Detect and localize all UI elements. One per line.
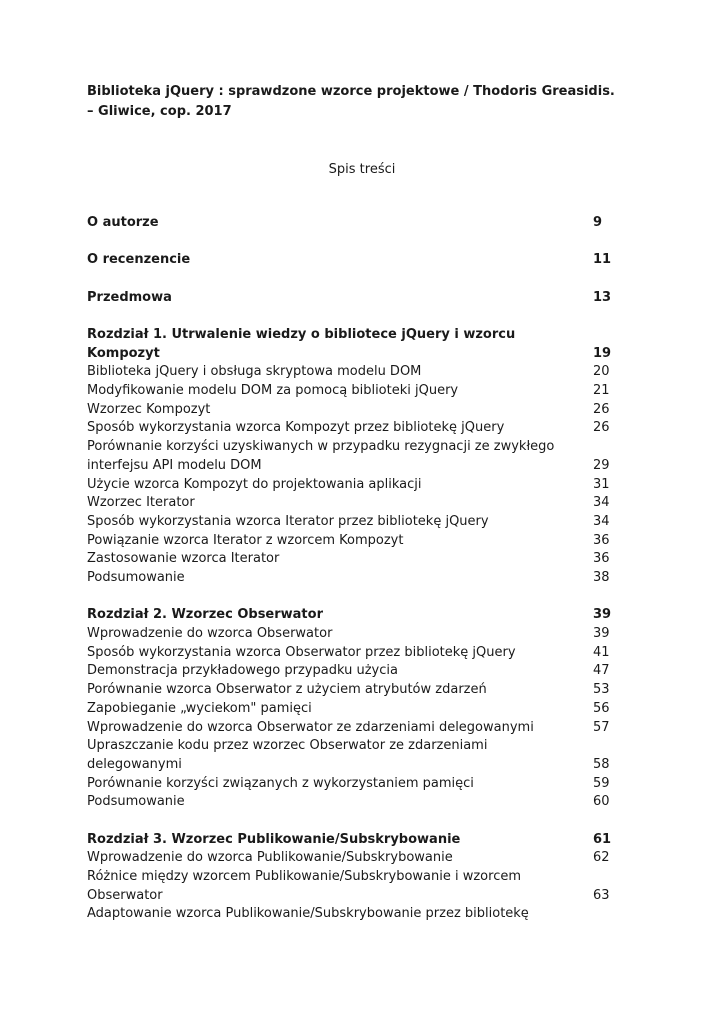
header-line-1: Biblioteka jQuery : sprawdzone wzorce projektowe / Thodoris Greasidis. [87,84,615,99]
toc-entry-title: Wzorzec Kompozyt [87,401,211,417]
toc-entry-row [87,681,623,700]
toc-entry-row [87,494,623,513]
toc-entry-title: Przedmowa [87,289,172,305]
toc-entry-row [87,719,623,738]
section-gap [87,307,623,326]
toc-page-number: 29 [593,457,610,473]
section-gap [87,233,623,252]
toc-page-number: 39 [593,626,610,642]
toc-entry-title: Wzorzec Iterator [87,495,195,511]
table-of-contents [87,214,623,924]
toc-page-number: 60 [593,794,610,810]
toc-entry-title: O recenzencie [87,252,191,268]
toc-entry-row [87,438,623,475]
toc-page-number: 26 [593,420,610,436]
toc-entry-title: Rozdział 2. Wzorzec Obserwator [87,607,323,623]
toc-chapter-row [87,214,623,233]
toc-entry-title: Porównanie korzyści uzyskiwanych w przypadku rezygnacji ze zwykłego interfejsu API modelu DOM [87,439,555,473]
toc-entry-title: Sposób wykorzystania wzorca Kompozyt przez bibliotekę jQuery [87,420,505,436]
toc-page-number: 20 [593,364,610,380]
toc-page-number: 47 [593,663,610,679]
toc-chapter-row [87,326,623,363]
toc-entry-title: Różnice między wzorcem Publikowanie/Subskrybowanie i wzorcem Obserwator [87,869,522,903]
toc-entry-row [87,382,623,401]
toc-chapter-row [87,289,623,308]
toc-entry-title: Wprowadzenie do wzorca Obserwator [87,626,333,642]
toc-entry-title: Sposób wykorzystania wzorca Iterator przez bibliotekę jQuery [87,513,489,529]
toc-entry-row [87,644,623,663]
toc-entry-row [87,532,623,551]
toc-entry-row [87,363,623,382]
toc-page-number: 39 [593,607,612,623]
toc-entry-row [87,513,623,532]
toc-entry-row [87,476,623,495]
toc-entry-title: Modyfikowanie modelu DOM za pomocą biblioteki jQuery [87,383,459,398]
toc-entry-title: Wprowadzenie do wzorca Publikowanie/Subskrybowanie [87,850,453,866]
toc-page-number: 61 [593,831,612,847]
toc-entry-row [87,550,623,569]
toc-page-number: 13 [593,289,612,305]
toc-page-number: 9 [593,215,603,230]
toc-page-number: 57 [593,719,610,735]
toc-page-number: 36 [593,551,610,567]
toc-entry-title: Podsumowanie [87,570,185,586]
page-title: Spis treści [328,162,396,177]
toc-entry-row [87,419,623,438]
toc-chapter-row [87,606,623,625]
toc-entry-row [87,401,623,420]
toc-entry-row [87,775,623,794]
toc-entry-title: Porównanie korzyści związanych z wykorzystaniem pamięci [87,775,474,791]
toc-entry-title: Podsumowanie [87,794,185,810]
header-line-2: – Gliwice, cop. 2017 [87,104,232,119]
toc-entry-row [87,793,623,812]
toc-entry-title: Demonstracja przykładowego przypadku użycia [87,663,398,679]
toc-entry-title: Sposób wykorzystania wzorca Obserwator przez bibliotekę jQuery [87,644,516,660]
toc-entry-title: Upraszczanie kodu przez wzorzec Obserwator ze zdarzeniami delegowanymi [87,738,488,772]
toc-page-number: 63 [593,887,610,903]
toc-chapter-row [87,831,623,850]
toc-page-number: 31 [593,476,610,492]
toc-entry-row [87,737,623,774]
toc-entry-title: Powiązanie wzorca Iterator z wzorcem Kompozyt [87,532,404,548]
toc-entry-row [87,905,623,924]
toc-page-number: 11 [593,252,612,268]
toc-entry-title: Rozdział 1. Utrwalenie wiedzy o bibliotece jQuery i wzorcu Kompozyt [87,326,516,361]
toc-page-number: 41 [593,644,610,660]
toc-page-number: 26 [593,401,610,417]
toc-page-number: 21 [593,383,610,398]
toc-chapter-row [87,251,623,270]
section-gap [87,270,623,289]
toc-page-number: 34 [593,513,610,529]
toc-page-number: 56 [593,700,610,716]
toc-page-number: 36 [593,532,610,548]
toc-entry-title: Użycie wzorca Kompozyt do projektowania aplikacji [87,476,422,492]
toc-page-number: 58 [593,756,610,772]
toc-entry-title: Wprowadzenie do wzorca Obserwator ze zdarzeniami delegowanymi [87,719,534,735]
toc-entry-row [87,625,623,644]
toc-page-number: 34 [593,495,610,511]
toc-page-number: 38 [593,570,610,586]
toc-entry-title: Biblioteka jQuery i obsługa skryptowa modelu DOM [87,364,422,380]
section-gap [87,588,623,607]
section-gap [87,812,623,831]
toc-entry-row [87,849,623,868]
toc-entry-title: Adaptowanie wzorca Publikowanie/Subskrybowanie przez bibliotekę [87,906,529,922]
toc-entry-row [87,868,623,905]
toc-entry-row [87,662,623,681]
bibliographic-header [87,82,647,122]
toc-page-number: 19 [593,345,612,361]
toc-page-number: 59 [593,775,610,791]
toc-entry-row [87,700,623,719]
toc-entry-row [87,569,623,588]
toc-page-number: 53 [593,682,610,698]
toc-entry-title: Zastosowanie wzorca Iterator [87,551,280,567]
toc-entry-title: Rozdział 3. Wzorzec Publikowanie/Subskrybowanie [87,831,461,847]
toc-entry-title: O autorze [87,215,159,230]
toc-entry-title: Porównanie wzorca Obserwator z użyciem atrybutów zdarzeń [87,682,487,698]
toc-page-number: 62 [593,850,610,866]
toc-entry-title: Zapobieganie „wyciekom" pamięci [87,700,312,716]
